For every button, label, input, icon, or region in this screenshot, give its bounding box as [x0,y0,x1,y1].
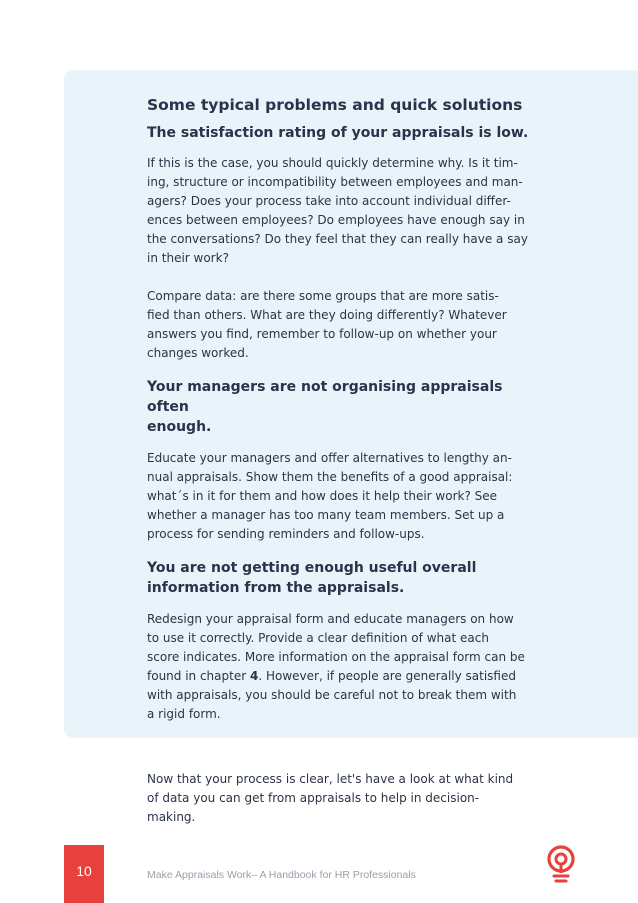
page-number: 10 [76,863,92,879]
section3-paragraph: Redesign your appraisal form and educate managers on how to use it correctly. Provide a clear definition of what each score indicates. More information on the appraisal form can be found in chapter 4. However, if people are generally satisfied with appraisals, you should be careful not to break them with a rigid form. [147,612,525,721]
section3-heading: You are not getting enough useful overall information from the appraisals. [147,560,477,596]
page-number-tab [64,845,104,903]
footer-text: Make Appraisals Work– A Handbook for HR Professionals [147,869,416,881]
outro-paragraph: Now that your process is clear, let's have a look at what kind of data you can get from appraisals to help in decision- making. [147,772,514,824]
section1-paragraph2: Compare data: are there some groups that are more satis- fied than others. What are they doing differently? Whatever answers you find, remember to follow-up on whether your changes worked. [147,289,507,360]
section2-paragraph: Educate your managers and offer alternatives to lengthy an- nual appraisals. Show them the benefits of a good appraisal: what´s in it for them and how does it help their work? See whether a manager has too many team members. Set up a process for sending reminders and follow-ups. [147,451,513,541]
section1-paragraph1: If this is the case, you should quickly determine why. Is it tim- ing, structure or incompatibility between employees and man- agers? Does your process take into account individual differ- ences between employees? Do employees have enough say in the conversations? Do they feel that they can really have a say in their work? [147,156,528,265]
lightbulb-logo-icon [541,843,581,885]
box-title: Some typical problems and quick solutions [147,96,523,114]
section2-heading: Your managers are not organising appraisals often enough. [147,379,503,435]
section1-heading: The satisfaction rating of your appraisals is low. [147,125,529,141]
chapter-reference: 4 [249,669,259,683]
box-content [147,95,547,724]
